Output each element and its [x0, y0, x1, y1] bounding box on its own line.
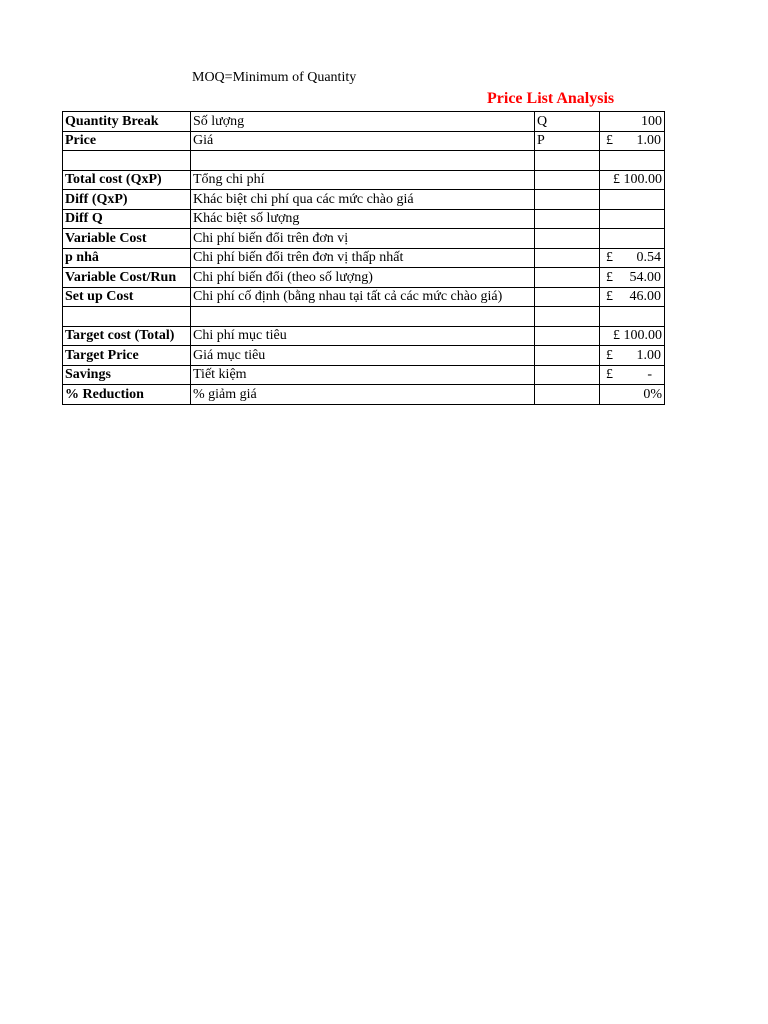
cell-symbol[interactable]	[535, 346, 600, 366]
cell-value[interactable]: £ 100.00	[600, 326, 665, 346]
currency-symbol: £	[606, 269, 613, 285]
table-row	[63, 385, 665, 405]
cell-label-en[interactable]: Diff Q	[63, 209, 191, 229]
cell-label-vn[interactable]: Tiết kiệm	[191, 365, 535, 385]
table-row	[63, 190, 665, 210]
cell-label-vn[interactable]: Khác biệt số lượng	[191, 209, 535, 229]
table-row	[63, 209, 665, 229]
cell-label-vn[interactable]: Khác biệt chi phí qua các mức chào giá	[191, 190, 535, 210]
cell-value[interactable]	[600, 248, 665, 268]
cell-symbol[interactable]	[535, 209, 600, 229]
cell-label-en[interactable]	[63, 307, 191, 327]
amount: 54.00	[629, 269, 661, 285]
cell-label-en[interactable]: Price	[63, 131, 191, 151]
cell-symbol[interactable]	[535, 170, 600, 190]
amount: 1.00	[636, 133, 661, 148]
cell-symbol[interactable]: P	[535, 131, 600, 151]
cell-value[interactable]	[600, 229, 665, 249]
moq-note: MOQ=Minimum of Quantity	[192, 70, 357, 85]
cell-value[interactable]	[600, 365, 665, 385]
cell-label-en[interactable]: Diff (QxP)	[63, 190, 191, 210]
cell-value[interactable]: £ 100.00	[600, 170, 665, 190]
table-row	[63, 112, 665, 132]
cell-label-vn[interactable]	[191, 151, 535, 171]
table-row	[63, 326, 665, 346]
cell-label-en[interactable]: Savings	[63, 365, 191, 385]
cell-symbol[interactable]	[535, 190, 600, 210]
cell-symbol[interactable]	[535, 385, 600, 405]
table-row	[63, 365, 665, 385]
cell-label-en[interactable]: Target Price	[63, 346, 191, 366]
cell-value[interactable]	[600, 190, 665, 210]
amount: 46.00	[629, 289, 661, 304]
cell-label-en[interactable]: Variable Cost	[63, 229, 191, 249]
table-row	[63, 131, 665, 151]
cell-label-vn[interactable]: Giá	[191, 131, 535, 151]
cell-value[interactable]	[600, 268, 665, 288]
table-row	[63, 307, 665, 327]
cell-value[interactable]	[600, 151, 665, 171]
cell-label-vn[interactable]: Số lượng	[191, 112, 535, 132]
table-row	[63, 268, 665, 288]
amount: -	[647, 367, 652, 382]
cell-label-vn[interactable]: Chi phí biến đổi (theo số lượng)	[191, 268, 535, 288]
cell-value[interactable]	[600, 287, 665, 307]
currency-symbol: £	[606, 133, 613, 148]
cell-symbol[interactable]	[535, 307, 600, 327]
cell-value[interactable]: 0%	[600, 385, 665, 405]
table-row	[63, 151, 665, 171]
cell-label-en[interactable]: Total cost (QxP)	[63, 170, 191, 190]
cell-symbol[interactable]	[535, 287, 600, 307]
cell-value[interactable]: 100	[600, 112, 665, 132]
amount: 0.54	[636, 250, 661, 265]
amount: 1.00	[636, 347, 661, 363]
table-row	[63, 170, 665, 190]
cell-symbol[interactable]	[535, 248, 600, 268]
table-row	[63, 229, 665, 249]
cell-label-vn[interactable]	[191, 307, 535, 327]
cell-label-en[interactable]: % Reduction	[63, 385, 191, 405]
table-row	[63, 287, 665, 307]
cell-label-vn[interactable]: Chi phí biến đổi trên đơn vị	[191, 229, 535, 249]
cell-symbol[interactable]	[535, 365, 600, 385]
cell-label-vn[interactable]: Chi phí mục tiêu	[191, 326, 535, 346]
table-row	[63, 248, 665, 268]
currency-symbol: £	[606, 250, 613, 265]
cell-value[interactable]	[600, 209, 665, 229]
cell-label-vn[interactable]: Giá mục tiêu	[191, 346, 535, 366]
currency-symbol: £	[606, 289, 613, 304]
currency-symbol: £	[606, 347, 613, 363]
cell-value[interactable]	[600, 307, 665, 327]
price-list-table	[62, 111, 665, 405]
cell-label-en[interactable]: p nhâ	[63, 248, 191, 268]
cell-symbol[interactable]	[535, 229, 600, 249]
cell-label-vn[interactable]: Chi phí biến đổi trên đơn vị thấp nhất	[191, 248, 535, 268]
cell-label-en[interactable]: Target cost (Total)	[63, 326, 191, 346]
cell-label-en[interactable]	[63, 151, 191, 171]
cell-label-en[interactable]: Set up Cost	[63, 287, 191, 307]
cell-label-vn[interactable]: Chi phí cố định (bằng nhau tại tất cả các mức chào giá)	[191, 287, 535, 307]
cell-label-vn[interactable]: Tổng chi phí	[191, 170, 535, 190]
cell-symbol[interactable]	[535, 151, 600, 171]
cell-symbol[interactable]	[535, 268, 600, 288]
table-row	[63, 346, 665, 366]
cell-label-en[interactable]: Variable Cost/Run	[63, 268, 191, 288]
cell-value[interactable]	[600, 346, 665, 366]
cell-label-vn[interactable]: % giảm giá	[191, 385, 535, 405]
cell-symbol[interactable]: Q	[535, 112, 600, 132]
sheet-title: Price List Analysis	[487, 90, 615, 107]
currency-symbol: £	[606, 367, 613, 382]
cell-label-en[interactable]: Quantity Break	[63, 112, 191, 132]
cell-symbol[interactable]	[535, 326, 600, 346]
cell-value[interactable]	[600, 131, 665, 151]
